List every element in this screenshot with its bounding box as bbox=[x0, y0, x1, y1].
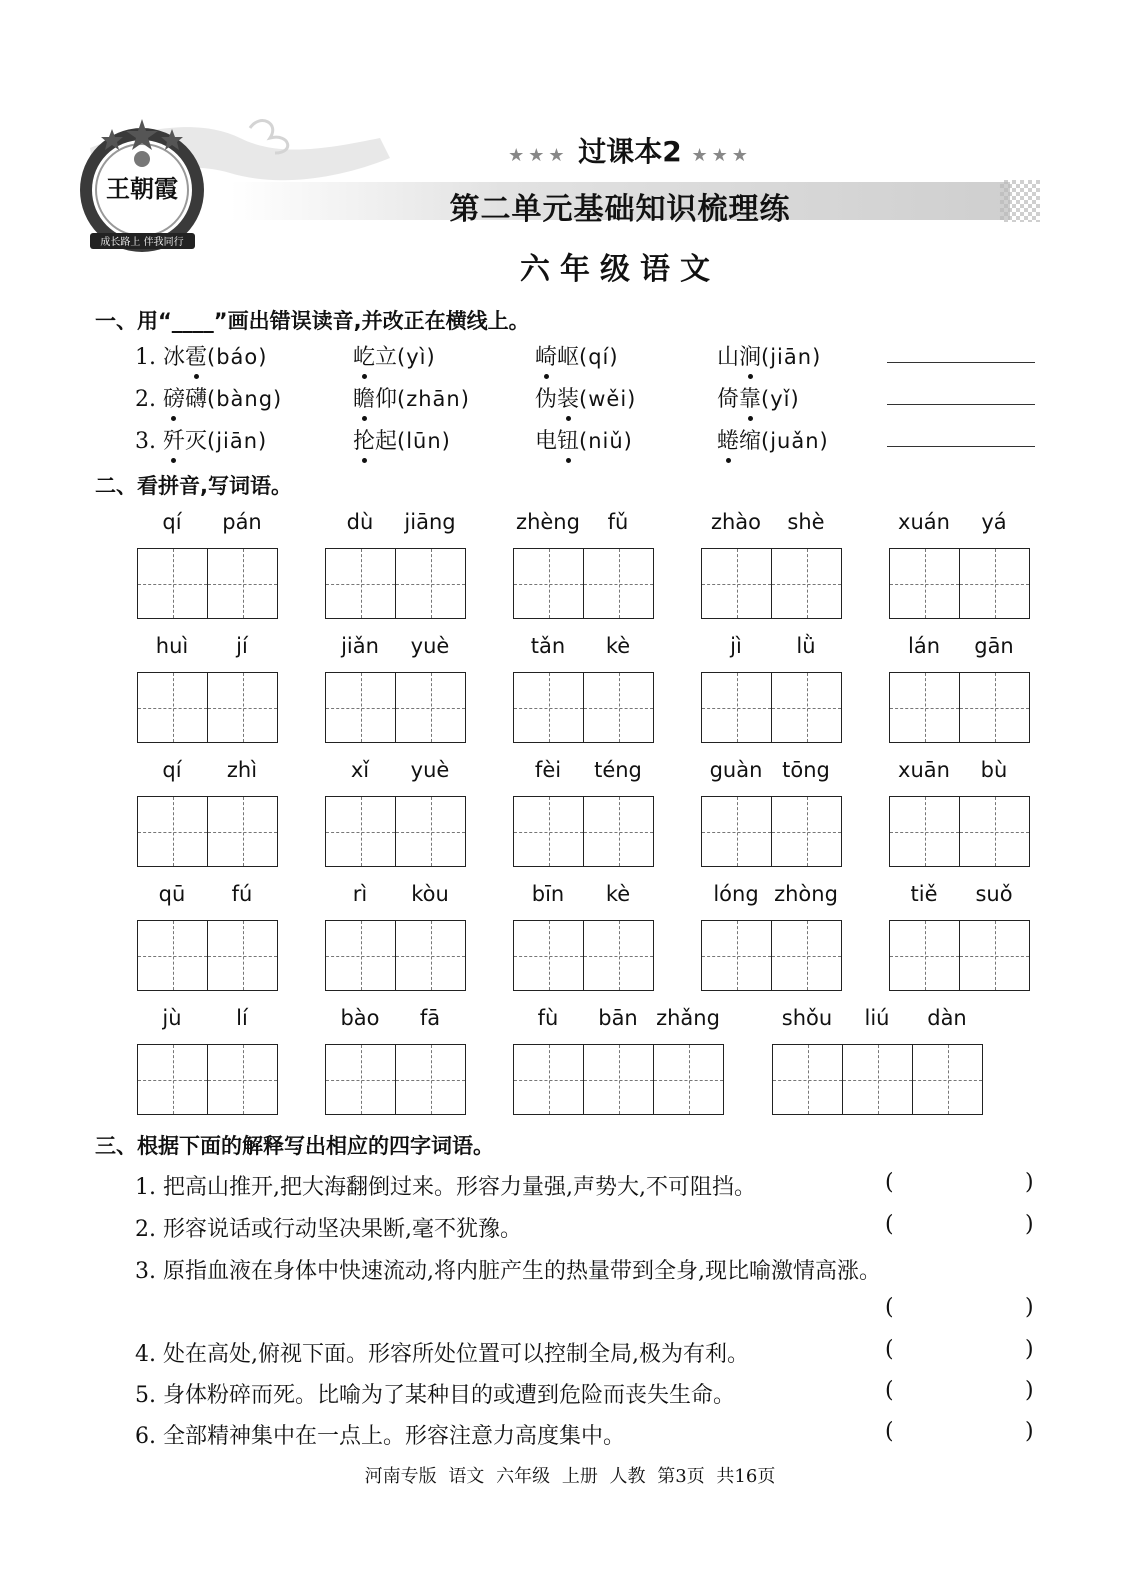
pinyin-label: (yǐ) bbox=[761, 387, 800, 411]
writing-cell[interactable] bbox=[584, 1045, 654, 1114]
pinyin-label: (lūn) bbox=[397, 429, 451, 453]
word-item bbox=[535, 382, 636, 413]
word-char: 电 bbox=[535, 429, 558, 454]
word-item bbox=[353, 424, 451, 455]
pinyin-syllable: liú bbox=[864, 1006, 890, 1030]
pinyin-row bbox=[889, 758, 1030, 788]
pinyin-row bbox=[325, 634, 466, 664]
dotted-char: 装 bbox=[557, 382, 579, 413]
dotted-char: 抡 bbox=[353, 424, 375, 455]
writing-cell[interactable] bbox=[326, 1045, 396, 1114]
pinyin-syllable: bào bbox=[340, 1006, 380, 1030]
pinyin-row bbox=[513, 1006, 725, 1036]
pinyin-row bbox=[325, 882, 466, 912]
writing-cell[interactable] bbox=[138, 1045, 208, 1114]
pinyin-syllable: zhèng bbox=[516, 510, 580, 534]
writing-cell[interactable] bbox=[208, 921, 277, 990]
answer-paren-right: ) bbox=[1025, 1378, 1034, 1403]
writing-cell[interactable] bbox=[772, 549, 841, 618]
writing-cell[interactable] bbox=[772, 921, 841, 990]
pinyin-row bbox=[889, 882, 1030, 912]
pinyin-label: (qí) bbox=[579, 345, 619, 369]
writing-cell[interactable] bbox=[702, 921, 772, 990]
pinyin-row bbox=[137, 758, 278, 788]
tianzi-grid bbox=[325, 796, 466, 867]
answer-blank[interactable] bbox=[900, 1212, 1020, 1240]
definition-item: 4. 处在高处,俯视下面。形容所处位置可以控制全局,极为有利。 bbox=[135, 1342, 749, 1367]
pinyin-syllable: lóng bbox=[713, 882, 759, 906]
writing-cell[interactable] bbox=[396, 921, 465, 990]
word-writing-box bbox=[137, 634, 278, 744]
answer-blank[interactable] bbox=[900, 1170, 1020, 1198]
pinyin-syllable: jí bbox=[236, 634, 248, 658]
word-item bbox=[717, 382, 800, 413]
word-item bbox=[535, 424, 633, 455]
writing-cell[interactable] bbox=[960, 673, 1029, 742]
answer-blank[interactable] bbox=[900, 1337, 1020, 1365]
writing-cell[interactable] bbox=[326, 549, 396, 618]
tianzi-grid bbox=[513, 920, 654, 991]
pinyin-syllable: kè bbox=[605, 882, 631, 906]
pinyin-syllable: zhǎng bbox=[656, 1006, 720, 1030]
logo-text: 王朝霞 bbox=[106, 174, 178, 203]
answer-paren-left: ( bbox=[885, 1212, 894, 1237]
answer-paren-right: ) bbox=[1025, 1337, 1034, 1362]
word-item bbox=[717, 340, 821, 371]
pinyin-label: (wěi) bbox=[579, 387, 637, 411]
writing-cell[interactable] bbox=[514, 1045, 584, 1114]
pinyin-syllable: lǜ bbox=[796, 634, 816, 658]
pinyin-syllable: qí bbox=[162, 510, 182, 534]
writing-cell[interactable] bbox=[584, 673, 653, 742]
writing-cell[interactable] bbox=[514, 673, 584, 742]
writing-cell[interactable] bbox=[702, 673, 772, 742]
pinyin-syllable: jiāng bbox=[404, 510, 456, 534]
pinyin-syllable: pán bbox=[222, 510, 262, 534]
pinyin-row bbox=[701, 510, 842, 540]
word-char: 灭 bbox=[185, 429, 208, 454]
dotted-char: 钮 bbox=[557, 424, 579, 455]
dotted-char: 靠 bbox=[739, 382, 761, 413]
pinyin-syllable: fā bbox=[419, 1006, 441, 1030]
tianzi-grid bbox=[513, 796, 654, 867]
pinyin-row bbox=[513, 758, 654, 788]
pinyin-syllable: yá bbox=[981, 510, 1007, 534]
word-writing-box bbox=[889, 510, 1030, 620]
writing-cell[interactable] bbox=[326, 797, 396, 866]
pronunciation-row bbox=[135, 340, 1055, 374]
answer-blank[interactable] bbox=[900, 1295, 1020, 1323]
writing-cell[interactable] bbox=[396, 797, 465, 866]
series-label bbox=[420, 130, 840, 170]
item-number: 1. bbox=[135, 345, 163, 370]
writing-cell[interactable] bbox=[843, 1045, 913, 1114]
word-writing-box bbox=[513, 634, 654, 744]
writing-cell[interactable] bbox=[584, 549, 653, 618]
word-item bbox=[135, 340, 267, 371]
pinyin-syllable: zhào bbox=[710, 510, 762, 534]
pinyin-syllable: tǎn bbox=[530, 634, 566, 658]
banner-pattern bbox=[1000, 180, 1040, 222]
pinyin-syllable: zhì bbox=[226, 758, 258, 782]
logo-motto: 成长路上 伴我同行 bbox=[100, 237, 184, 248]
pinyin-syllable: tiě bbox=[910, 882, 938, 906]
pinyin-syllable: yuè bbox=[410, 634, 450, 658]
tianzi-grid bbox=[137, 548, 278, 619]
answer-paren-right: ) bbox=[1025, 1295, 1034, 1320]
answer-paren-right: ) bbox=[1025, 1212, 1034, 1237]
pinyin-row bbox=[137, 1006, 278, 1036]
answer-line[interactable] bbox=[887, 362, 1035, 363]
pinyin-label: (zhān) bbox=[397, 387, 470, 411]
word-writing-box bbox=[137, 882, 278, 992]
pinyin-row bbox=[325, 510, 466, 540]
word-char: 冰 bbox=[162, 345, 185, 370]
writing-cell[interactable] bbox=[702, 797, 772, 866]
writing-cell[interactable] bbox=[890, 921, 960, 990]
pinyin-syllable: lán bbox=[907, 634, 940, 658]
writing-cell[interactable] bbox=[772, 673, 841, 742]
tianzi-grid bbox=[889, 920, 1030, 991]
answer-line[interactable] bbox=[887, 446, 1035, 447]
pinyin-syllable: bù bbox=[980, 758, 1008, 782]
writing-cell[interactable] bbox=[396, 549, 465, 618]
word-char: 礴 bbox=[185, 387, 208, 412]
word-writing-box bbox=[325, 882, 466, 992]
pinyin-syllable: shǒu bbox=[781, 1006, 833, 1030]
pinyin-syllable: tōng bbox=[782, 758, 830, 782]
pinyin-syllable: lí bbox=[236, 1006, 248, 1030]
pinyin-syllable: xuán bbox=[898, 510, 950, 534]
pinyin-row bbox=[701, 634, 842, 664]
word-item bbox=[135, 424, 267, 455]
pinyin-row bbox=[772, 1006, 984, 1036]
pinyin-syllable: rì bbox=[352, 882, 368, 906]
pinyin-syllable: suǒ bbox=[975, 882, 1013, 906]
tianzi-grid bbox=[513, 672, 654, 743]
pinyin-syllable: téng bbox=[594, 758, 642, 782]
word-writing-box bbox=[137, 758, 278, 868]
pronunciation-row bbox=[135, 424, 1055, 458]
word-char: 伪 bbox=[535, 387, 558, 412]
writing-cell[interactable] bbox=[208, 549, 277, 618]
pinyin-row bbox=[889, 634, 1030, 664]
tianzi-grid bbox=[137, 1044, 278, 1115]
pinyin-syllable: kè bbox=[605, 634, 631, 658]
pinyin-row bbox=[889, 510, 1030, 540]
pinyin-row bbox=[325, 1006, 466, 1036]
page-subtitle: 六年级语文 bbox=[520, 252, 720, 287]
writing-cell[interactable] bbox=[960, 921, 1029, 990]
dotted-char: 磅 bbox=[163, 382, 185, 413]
pinyin-syllable: fù bbox=[537, 1006, 559, 1030]
pinyin-syllable: bīn bbox=[531, 882, 565, 906]
pinyin-label: (báo) bbox=[207, 345, 268, 369]
tianzi-grid bbox=[137, 672, 278, 743]
word-item bbox=[353, 340, 436, 371]
pinyin-syllable: guàn bbox=[709, 758, 763, 782]
section2-heading: 二、看拼音,写词语。 bbox=[95, 474, 292, 498]
word-writing-box bbox=[325, 634, 466, 744]
answer-blank[interactable] bbox=[900, 1378, 1020, 1406]
tianzi-grid bbox=[889, 796, 1030, 867]
pinyin-syllable: dàn bbox=[927, 1006, 967, 1030]
tianzi-grid bbox=[325, 1044, 466, 1115]
pinyin-syllable: xuān bbox=[898, 758, 950, 782]
word-char: 山 bbox=[717, 345, 740, 370]
word-item bbox=[717, 424, 829, 455]
answer-paren-left: ( bbox=[885, 1295, 894, 1320]
writing-cell[interactable] bbox=[138, 797, 208, 866]
writing-cell[interactable] bbox=[326, 921, 396, 990]
word-char: 起 bbox=[375, 429, 398, 454]
word-writing-box bbox=[325, 1006, 466, 1116]
answer-paren-left: ( bbox=[885, 1337, 894, 1362]
pronunciation-row bbox=[135, 382, 1055, 416]
dotted-char: 歼 bbox=[163, 424, 185, 455]
writing-cell[interactable] bbox=[654, 1045, 723, 1114]
tianzi-grid bbox=[701, 920, 842, 991]
word-writing-box bbox=[701, 882, 842, 992]
writing-cell[interactable] bbox=[960, 797, 1029, 866]
dotted-char: 雹 bbox=[185, 340, 207, 371]
tianzi-grid bbox=[325, 920, 466, 991]
tianzi-grid bbox=[701, 672, 842, 743]
definition-item: 5. 身体粉碎而死。比喻为了某种目的或遭到危险而丧失生命。 bbox=[135, 1383, 735, 1408]
writing-cell[interactable] bbox=[890, 549, 960, 618]
pinyin-syllable: jì bbox=[730, 634, 742, 658]
word-char: 立 bbox=[375, 345, 398, 370]
pinyin-syllable: jù bbox=[162, 1006, 182, 1030]
page-title: 第二单元基础知识梳理练 bbox=[449, 192, 791, 227]
dotted-char: 瞻 bbox=[353, 382, 375, 413]
page-footer: 河南专版 语文 六年级 上册 人教 第3页 共16页 bbox=[364, 1466, 776, 1487]
writing-cell[interactable] bbox=[396, 1045, 465, 1114]
word-writing-box bbox=[889, 882, 1030, 992]
tianzi-grid bbox=[889, 672, 1030, 743]
writing-cell[interactable] bbox=[396, 673, 465, 742]
pinyin-syllable: yuè bbox=[410, 758, 450, 782]
word-writing-box bbox=[701, 634, 842, 744]
pinyin-syllable: huì bbox=[155, 634, 189, 658]
word-writing-box bbox=[325, 758, 466, 868]
writing-cell[interactable] bbox=[138, 921, 208, 990]
word-char: 倚 bbox=[717, 387, 740, 412]
pinyin-syllable: fú bbox=[231, 882, 253, 906]
pinyin-syllable: gān bbox=[974, 634, 1014, 658]
item-number: 2. bbox=[135, 387, 163, 412]
writing-cell[interactable] bbox=[772, 797, 841, 866]
pinyin-row bbox=[701, 882, 842, 912]
star-icon: ★★★ bbox=[508, 145, 569, 166]
writing-cell[interactable] bbox=[514, 921, 584, 990]
word-writing-box bbox=[513, 882, 654, 992]
writing-cell[interactable] bbox=[326, 673, 396, 742]
tianzi-grid bbox=[137, 796, 278, 867]
writing-cell[interactable] bbox=[584, 921, 653, 990]
pinyin-syllable: kòu bbox=[411, 882, 449, 906]
word-writing-box bbox=[513, 510, 654, 620]
word-writing-box bbox=[701, 510, 842, 620]
pinyin-row bbox=[137, 510, 278, 540]
pinyin-syllable: qí bbox=[162, 758, 182, 782]
answer-paren-right: ) bbox=[1025, 1170, 1034, 1195]
tianzi-grid bbox=[325, 672, 466, 743]
pinyin-row bbox=[137, 882, 278, 912]
tianzi-grid bbox=[325, 548, 466, 619]
word-writing-box bbox=[137, 510, 278, 620]
pinyin-row bbox=[137, 634, 278, 664]
pinyin-syllable: fǔ bbox=[607, 510, 629, 534]
word-char: 岖 bbox=[557, 345, 580, 370]
writing-cell[interactable] bbox=[138, 673, 208, 742]
pinyin-label: (niǔ) bbox=[579, 429, 633, 453]
pinyin-syllable: xǐ bbox=[350, 758, 370, 782]
word-writing-box bbox=[889, 758, 1030, 868]
answer-paren-left: ( bbox=[885, 1378, 894, 1403]
word-writing-box bbox=[889, 634, 1030, 744]
pinyin-label: (jiān) bbox=[207, 429, 268, 453]
definition-item: 6. 全部精神集中在一点上。形容注意力高度集中。 bbox=[135, 1424, 625, 1449]
answer-line[interactable] bbox=[887, 404, 1035, 405]
writing-cell[interactable] bbox=[208, 673, 277, 742]
dotted-char: 蜷 bbox=[717, 424, 739, 455]
word-writing-box bbox=[513, 1006, 725, 1116]
writing-cell[interactable] bbox=[208, 1045, 277, 1114]
writing-cell[interactable] bbox=[138, 549, 208, 618]
section1-heading: 一、用“____”画出错误读音,并改正在横线上。 bbox=[95, 309, 530, 333]
pinyin-row bbox=[513, 882, 654, 912]
writing-cell[interactable] bbox=[702, 549, 772, 618]
definition-item: 2. 形容说话或行动坚决果断,毫不犹豫。 bbox=[135, 1217, 522, 1242]
writing-cell[interactable] bbox=[960, 549, 1029, 618]
pinyin-syllable: bān bbox=[598, 1006, 638, 1030]
writing-cell[interactable] bbox=[514, 797, 584, 866]
word-writing-box bbox=[772, 1006, 984, 1116]
item-number: 3. bbox=[135, 429, 163, 454]
answer-paren-right: ) bbox=[1025, 1419, 1034, 1444]
writing-cell[interactable] bbox=[913, 1045, 982, 1114]
answer-paren-left: ( bbox=[885, 1419, 894, 1444]
word-item bbox=[353, 382, 470, 413]
word-char: 仰 bbox=[375, 387, 398, 412]
definition-item: 1. 把高山推开,把大海翻倒过来。形容力量强,声势大,不可阻挡。 bbox=[135, 1175, 756, 1200]
pinyin-label: (yì) bbox=[397, 345, 436, 369]
writing-cell[interactable] bbox=[890, 673, 960, 742]
definition-item: 3. 原指血液在身体中快速流动,将内脏产生的热量带到全身,现比喻激情高涨。 bbox=[135, 1259, 881, 1284]
word-item bbox=[535, 340, 619, 371]
tianzi-grid bbox=[772, 1044, 983, 1115]
pinyin-syllable: dù bbox=[346, 510, 374, 534]
pinyin-row bbox=[701, 758, 842, 788]
section3-heading: 三、根据下面的解释写出相应的四字词语。 bbox=[95, 1134, 494, 1158]
pinyin-row bbox=[513, 634, 654, 664]
pinyin-label: (juǎn) bbox=[761, 429, 829, 453]
answer-blank[interactable] bbox=[900, 1419, 1020, 1447]
writing-cell[interactable] bbox=[584, 797, 653, 866]
dotted-char: 崎 bbox=[535, 340, 557, 371]
word-writing-box bbox=[513, 758, 654, 868]
pinyin-syllable: fèi bbox=[534, 758, 562, 782]
word-writing-box bbox=[325, 510, 466, 620]
pinyin-label: (bàng) bbox=[207, 387, 283, 411]
dotted-char: 屹 bbox=[353, 340, 375, 371]
dotted-char: 涧 bbox=[739, 340, 761, 371]
pinyin-syllable: zhòng bbox=[774, 882, 838, 906]
writing-cell[interactable] bbox=[773, 1045, 843, 1114]
pinyin-label: (jiān) bbox=[761, 345, 822, 369]
pinyin-row bbox=[513, 510, 654, 540]
writing-cell[interactable] bbox=[890, 797, 960, 866]
word-item bbox=[135, 382, 282, 413]
pinyin-row bbox=[325, 758, 466, 788]
answer-paren-left: ( bbox=[885, 1170, 894, 1195]
tianzi-grid bbox=[513, 548, 654, 619]
writing-cell[interactable] bbox=[208, 797, 277, 866]
pinyin-syllable: jiǎn bbox=[341, 634, 379, 658]
pinyin-syllable: qū bbox=[158, 882, 186, 906]
tianzi-grid bbox=[701, 548, 842, 619]
pinyin-syllable: shè bbox=[787, 510, 825, 534]
tianzi-grid bbox=[513, 1044, 724, 1115]
word-writing-box bbox=[701, 758, 842, 868]
word-char: 缩 bbox=[739, 429, 762, 454]
brand-logo bbox=[70, 115, 215, 260]
tianzi-grid bbox=[137, 920, 278, 991]
tianzi-grid bbox=[889, 548, 1030, 619]
series-text: 过课本2 bbox=[578, 135, 682, 168]
star-icon: ★★★ bbox=[691, 145, 752, 166]
word-writing-box bbox=[137, 1006, 278, 1116]
writing-cell[interactable] bbox=[514, 549, 584, 618]
tianzi-grid bbox=[701, 796, 842, 867]
